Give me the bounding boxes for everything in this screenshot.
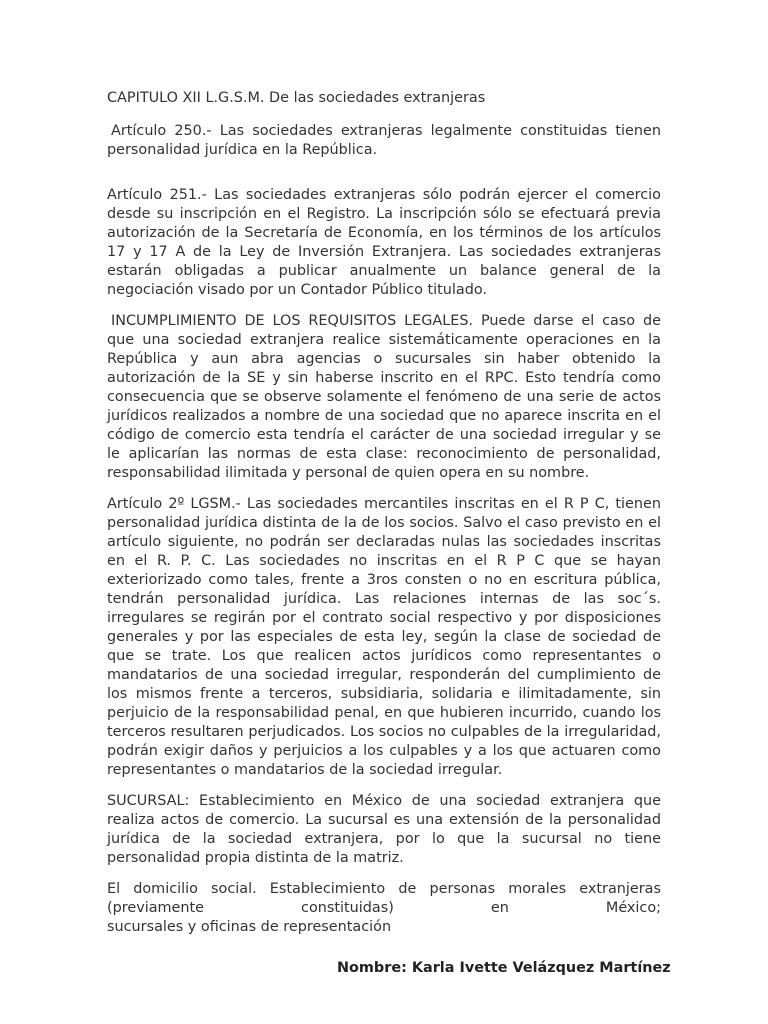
paragraph-articulo-250: Artículo 250.- Las sociedades extranjeras legalmente constituidas tienen personalidad jurídica en la República. <box>107 123 661 158</box>
paragraph-domicilio-social <box>107 880 661 937</box>
author-signature-name: Nombre: Karla Ivette Velázquez Martínez <box>337 960 671 976</box>
domicilio-line-3: sucursales y oficinas de representación <box>107 919 392 935</box>
document-title: CAPITULO XII L.G.S.M. De las sociedades extranjeras <box>107 90 486 106</box>
paragraph-sucursal: SUCURSAL: Establecimiento en México de una sociedad extranjera que realiza actos de comercio. La sucursal es una extensión de la personalidad jurídica de la sociedad extranjera, por lo que la sucursal no tiene personalidad propia distinta de la matriz. <box>107 793 661 866</box>
paragraph-articulo-2-lgsm: Artículo 2º LGSM.- Las sociedades mercantiles inscritas en el R P C, tienen personalidad jurídica distinta de la de los socios. Salvo el caso previsto en el artículo siguiente, no podrán ser declaradas nulas las sociedades inscritas en el R. P. C. Las sociedades no inscritas en el R P C que se hayan exteriorizado como tales, frente a 3ros consten o no en escritura pública, tendrán personalidad jurídica. Las relaciones internas de las soc´s. irregulares se regirán por el contrato social respectivo y por disposiciones generales y por las especiales de esta ley, según la clase de sociedad de que se trate. Los que realicen actos jurídicos como representantes o mandatarios de una sociedad irregular, responderán del cumplimiento de los mismos frente a terceros, subsidiaria, solidaria e ilimitadamente, sin perjuicio de la responsabilidad penal, en que hubieren incurrido, cuando los terceros resultaren perjudicados. Los socios no culpables de la irregularidad, podrán exigir daños y perjuicios a los culpables y a los que actuaren como representantes o mandatarios de la sociedad irregular. <box>107 496 661 778</box>
document-body <box>107 89 661 937</box>
paragraph-incumplimiento: INCUMPLIMIENTO DE LOS REQUISITOS LEGALES. Puede darse el caso de que una sociedad extranjera realice sistemáticamente operaciones en la República y aun abra agencias o sucursales sin haber obtenido la autorización de la SE y sin haberse inscrito en el RPC. Esto tendría como consecuencia que se observe solamente el fenómeno de una serie de actos jurídicos realizados a nombre de una sociedad que no aparece inscrita en el código de comercio esta tendría el carácter de una sociedad irregular y se le aplicarían las normas de esta clase: reconocimiento de personalidad, responsabilidad ilimitada y personal de quien opera en su nombre. <box>107 313 661 481</box>
domicilio-line-1: El domicilio social. Establecimiento de personas morales extranjeras <box>107 881 661 897</box>
domicilio-line-2: (previamente constituidas) en México; <box>107 900 661 916</box>
paragraph-articulo-251: Artículo 251.- Las sociedades extranjeras sólo podrán ejercer el comercio desde su inscripción en el Registro. La inscripción sólo se efectuará previa autorización de la Secretaría de Economía, en los términos de los artículos 17 y 17 A de la Ley de Inversión Extranjera. Las sociedades extranjeras estarán obligadas a publicar anualmente un balance general de la negociación visado por un Contador Público titulado. <box>107 187 661 298</box>
